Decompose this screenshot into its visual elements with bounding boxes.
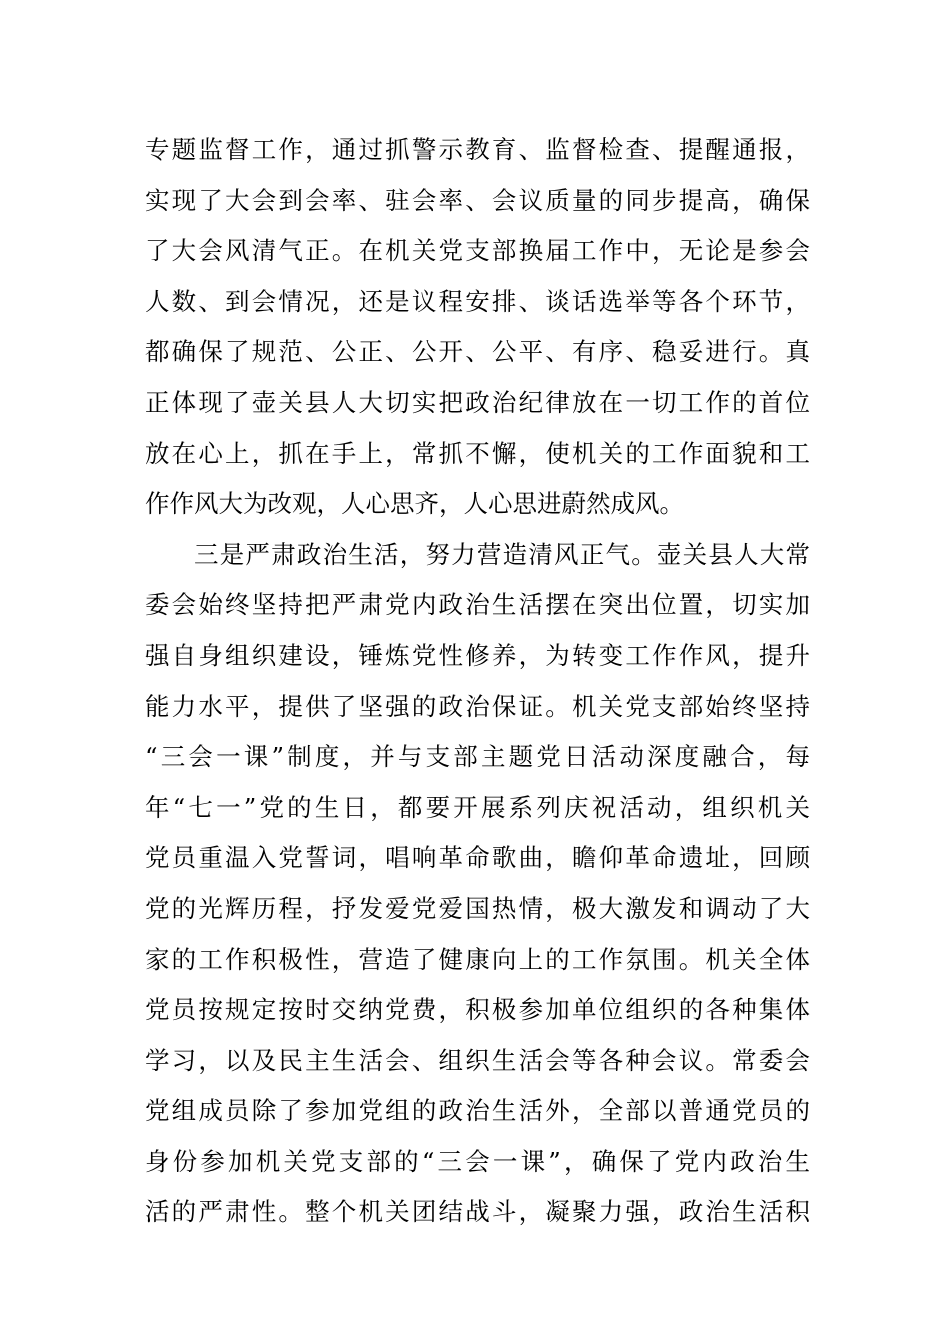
text-line: 学习，以及民主生活会、组织生活会等各种会议。常委会 bbox=[145, 1045, 810, 1075]
text-line: 正体现了壶关县人大切实把政治纪律放在一切工作的首位 bbox=[145, 387, 810, 417]
text-line: 身份参加机关党支部的“三会一课”，确保了党内政治生 bbox=[145, 1146, 810, 1176]
text-line: 专题监督工作，通过抓警示教育、监督检查、提醒通报， bbox=[145, 135, 810, 164]
body-text bbox=[145, 125, 810, 1238]
text-line: 党的光辉历程，抒发爱党爱国热情，极大激发和调动了大 bbox=[145, 893, 810, 923]
text-line: 强自身组织建设，锤炼党性修养，为转变工作作风，提升 bbox=[145, 640, 810, 670]
text-line: 年“七一”党的生日，都要开展系列庆祝活动，组织机关 bbox=[145, 792, 810, 822]
text-line: 人数、到会情况，还是议程安排、谈话选举等各个环节， bbox=[145, 286, 810, 316]
text-line: 家的工作积极性，营造了健康向上的工作氛围。机关全体 bbox=[145, 944, 810, 974]
text-line: 都确保了规范、公正、公开、公平、有序、稳妥进行。真 bbox=[145, 337, 810, 367]
text-line: 能力水平，提供了坚强的政治保证。机关党支部始终坚持 bbox=[145, 691, 810, 721]
text-line: “三会一课”制度，并与支部主题党日活动深度融合，每 bbox=[145, 742, 810, 772]
text-line: 了大会风清气正。在机关党支部换届工作中，无论是参会 bbox=[145, 236, 810, 266]
paragraph-end-line: 作作风大为改观，人心思齐，人心思进蔚然成风。 bbox=[145, 489, 684, 519]
paragraph-start-line: 三是严肃政治生活，努力营造清风正气。壶关县人大常 bbox=[194, 539, 810, 569]
text-line: 委会始终坚持把严肃党内政治生活摆在突出位置，切实加 bbox=[145, 590, 810, 620]
text-line: 党员按规定按时交纳党费，积极参加单位组织的各种集体 bbox=[145, 995, 810, 1025]
text-line: 放在心上，抓在手上，常抓不懈，使机关的工作面貌和工 bbox=[145, 438, 810, 468]
text-line: 实现了大会到会率、驻会率、会议质量的同步提高，确保 bbox=[145, 185, 810, 215]
text-line: 党组成员除了参加党组的政治生活外，全部以普通党员的 bbox=[145, 1096, 810, 1126]
text-line: 党员重温入党誓词，唱响革命歌曲，瞻仰革命遗址，回顾 bbox=[145, 843, 810, 873]
text-line: 活的严肃性。整个机关团结战斗，凝聚力强，政治生活积 bbox=[145, 1197, 810, 1227]
